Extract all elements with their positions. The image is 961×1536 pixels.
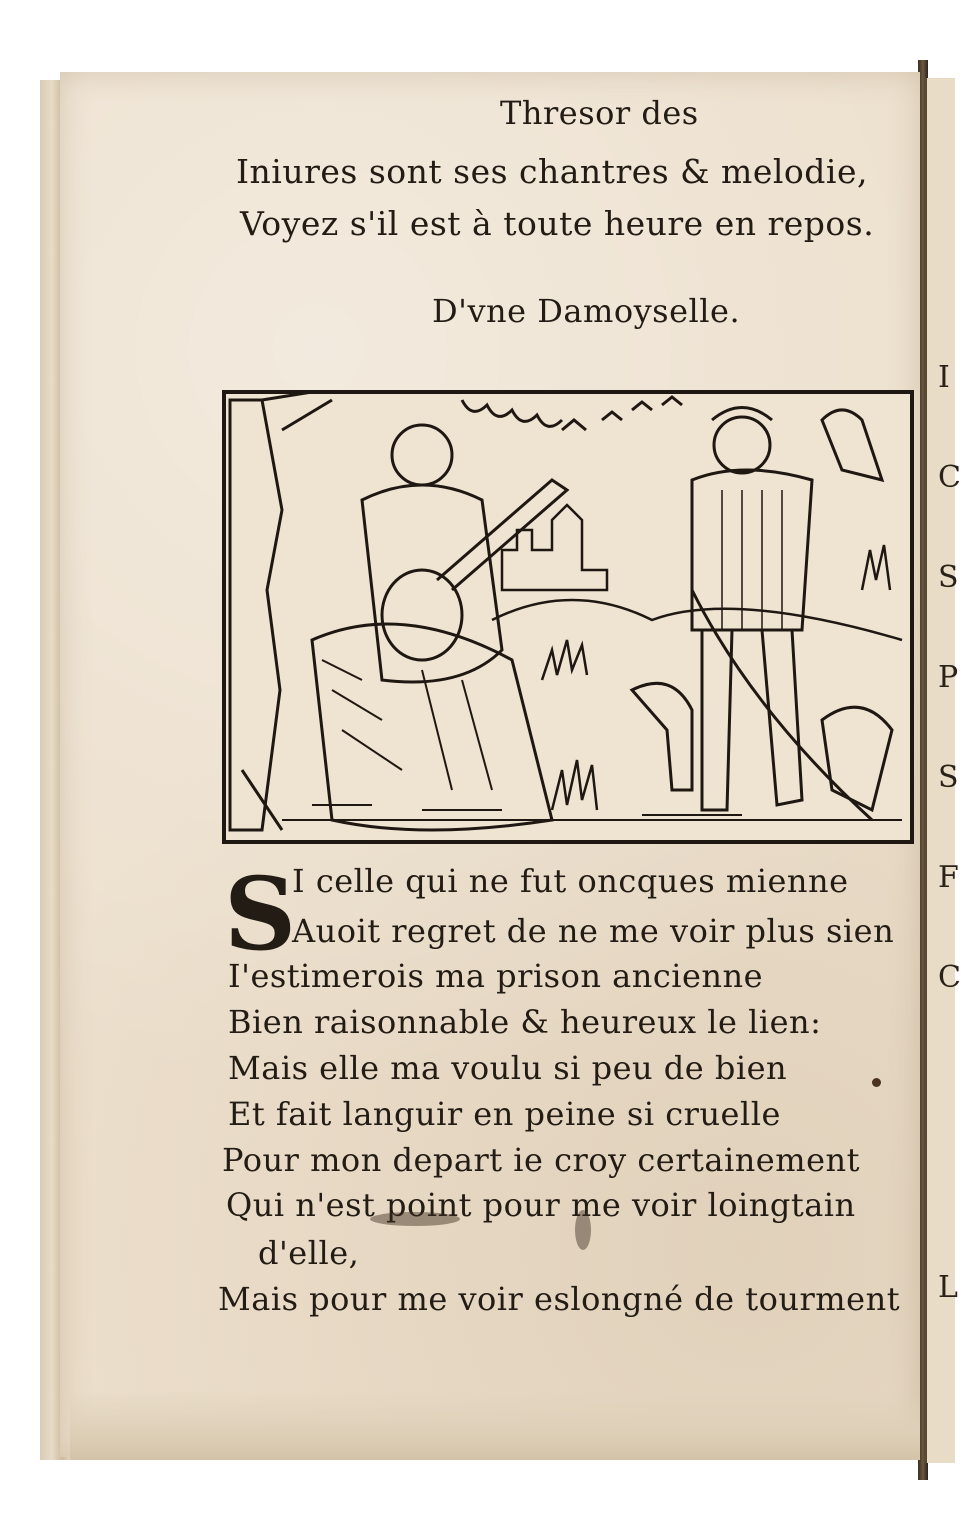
verse-line: Auoit regret de ne me voir plus sien (292, 912, 895, 950)
ink-smudge (575, 1210, 591, 1250)
verse-line: Mais pour me voir eslongné de tourment (218, 1280, 901, 1318)
verse-line: Qui n'est point pour me voir loingtain (226, 1186, 856, 1224)
intro-line: Iniures sont ses chantres & melodie, (236, 152, 868, 191)
page-stain (70, 1390, 920, 1460)
facing-page-glyph: C (938, 460, 961, 495)
ink-spot (872, 1078, 881, 1087)
facing-page-glyph: I (938, 360, 950, 395)
ink-smudge (370, 1212, 460, 1226)
intro-line: Voyez s'il est à toute heure en repos. (240, 204, 875, 243)
woodcut-illustration (222, 390, 914, 844)
verse-line: d'elle, (258, 1234, 360, 1272)
facing-page-glyph: C (938, 960, 961, 995)
verse-line: Pour mon depart ie croy certainement (222, 1141, 860, 1179)
verse-line: Mais elle ma voulu si peu de bien (228, 1049, 788, 1087)
verse-line: I celle qui ne fut oncques mienne (292, 862, 849, 900)
facing-page-glyph: P (938, 660, 959, 695)
poem-title: D'vne Damoyselle. (432, 292, 741, 330)
verse-line: Bien raisonnable & heureux le lien: (228, 1003, 822, 1041)
facing-page-glyph: S (938, 560, 959, 595)
running-head: Thresor des (500, 94, 699, 132)
facing-page-glyph: F (938, 860, 959, 895)
verse-line: Et fait languir en peine si cruelle (228, 1095, 781, 1133)
drop-cap: S (224, 855, 297, 973)
facing-page-glyph: S (938, 760, 959, 795)
verse-line: I'estimerois ma prison ancienne (228, 957, 764, 995)
facing-page-glyph: L (938, 1270, 958, 1305)
